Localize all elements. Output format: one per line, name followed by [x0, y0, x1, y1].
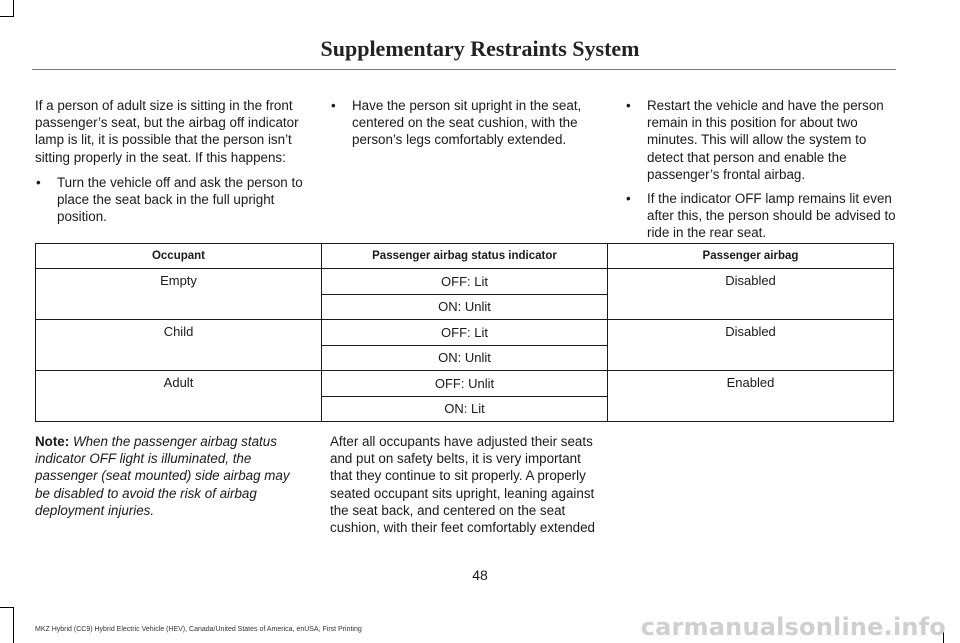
- bullet-glyph: •: [36, 174, 41, 190]
- bullet-list: [625, 97, 897, 242]
- crop-mark: [13, 0, 14, 16]
- crop-mark: [0, 16, 14, 17]
- note-label: Note:: [35, 434, 70, 449]
- column-header: Occupant: [36, 244, 322, 269]
- crop-mark: [0, 607, 14, 608]
- footer-text: MKZ Hybrid (CC9) Hybrid Electric Vehicle (HEV), Canada/United States of America, enUSA, First Printing: [35, 626, 362, 633]
- bullet-list: [35, 174, 307, 226]
- column-1: [35, 97, 307, 232]
- indicator-cell: ON: Unlit: [322, 294, 608, 320]
- closing-paragraph: After all occupants have adjusted their seats and put on safety belts, it is very important that they continue to sit properly. A properly seated occupant sits upright, leaning against the seat back, and centered on the seat cushion, with their feet comfortably extended: [330, 434, 595, 536]
- table-header-row: [36, 244, 894, 269]
- airbag-status-table: [35, 243, 894, 422]
- note-text: When the passenger airbag status indicator OFF light is illuminated, the passenger (seat mounted) side airbag may be disabled to avoid the risk of airbag deployment injuries.: [35, 434, 290, 518]
- airbag-cell: Enabled: [608, 371, 894, 422]
- bullet-glyph: •: [626, 191, 631, 207]
- table-row: [36, 269, 894, 295]
- watermark: carmanualsonline.info: [640, 613, 946, 641]
- indicator-cell: OFF: Lit: [322, 269, 608, 295]
- column-3: [625, 97, 897, 249]
- note-block: [35, 433, 307, 519]
- table-row: [36, 320, 894, 346]
- list-item: • Turn the vehicle off and ask the person to place the seat back in the full upright position.: [36, 174, 303, 225]
- page-number: 48: [472, 567, 488, 583]
- column-header: Passenger airbag status indicator: [322, 244, 608, 269]
- table-row: [36, 371, 894, 397]
- list-item: • If the indicator OFF lamp remains lit even after this, the person should be advised to ride in the rear seat.: [626, 191, 896, 241]
- indicator-cell: OFF: Lit: [322, 320, 608, 346]
- crop-mark: [13, 607, 14, 643]
- bullet-list: [330, 97, 602, 149]
- intro-paragraph: If a person of adult size is sitting in the front passenger’s seat, but the airbag off indicator lamp is lit, it is possible that the person isn’t sitting properly in the seat. If this happens:: [35, 98, 299, 165]
- occupant-cell: Empty: [36, 269, 322, 320]
- airbag-cell: Disabled: [608, 269, 894, 320]
- list-item: • Restart the vehicle and have the person remain in this position for about two minutes. This will allow the system to detect that person and enable the passenger’s frontal airbag.: [626, 98, 884, 182]
- header-rule: [32, 69, 896, 70]
- indicator-cell: ON: Unlit: [322, 345, 608, 371]
- column-header: Passenger airbag: [608, 244, 894, 269]
- bullet-glyph: •: [331, 98, 336, 113]
- airbag-cell: Disabled: [608, 320, 894, 371]
- bullet-glyph: •: [626, 98, 631, 113]
- list-item: • Have the person sit upright in the seat, centered on the seat cushion, with the person’s legs comfortably extended.: [331, 98, 582, 148]
- occupant-cell: Adult: [36, 371, 322, 422]
- indicator-cell: OFF: Unlit: [322, 371, 608, 397]
- occupant-cell: Child: [36, 320, 322, 371]
- page-title: Supplementary Restraints System: [320, 36, 640, 61]
- column-2: [330, 97, 602, 156]
- indicator-cell: ON: Lit: [322, 396, 608, 422]
